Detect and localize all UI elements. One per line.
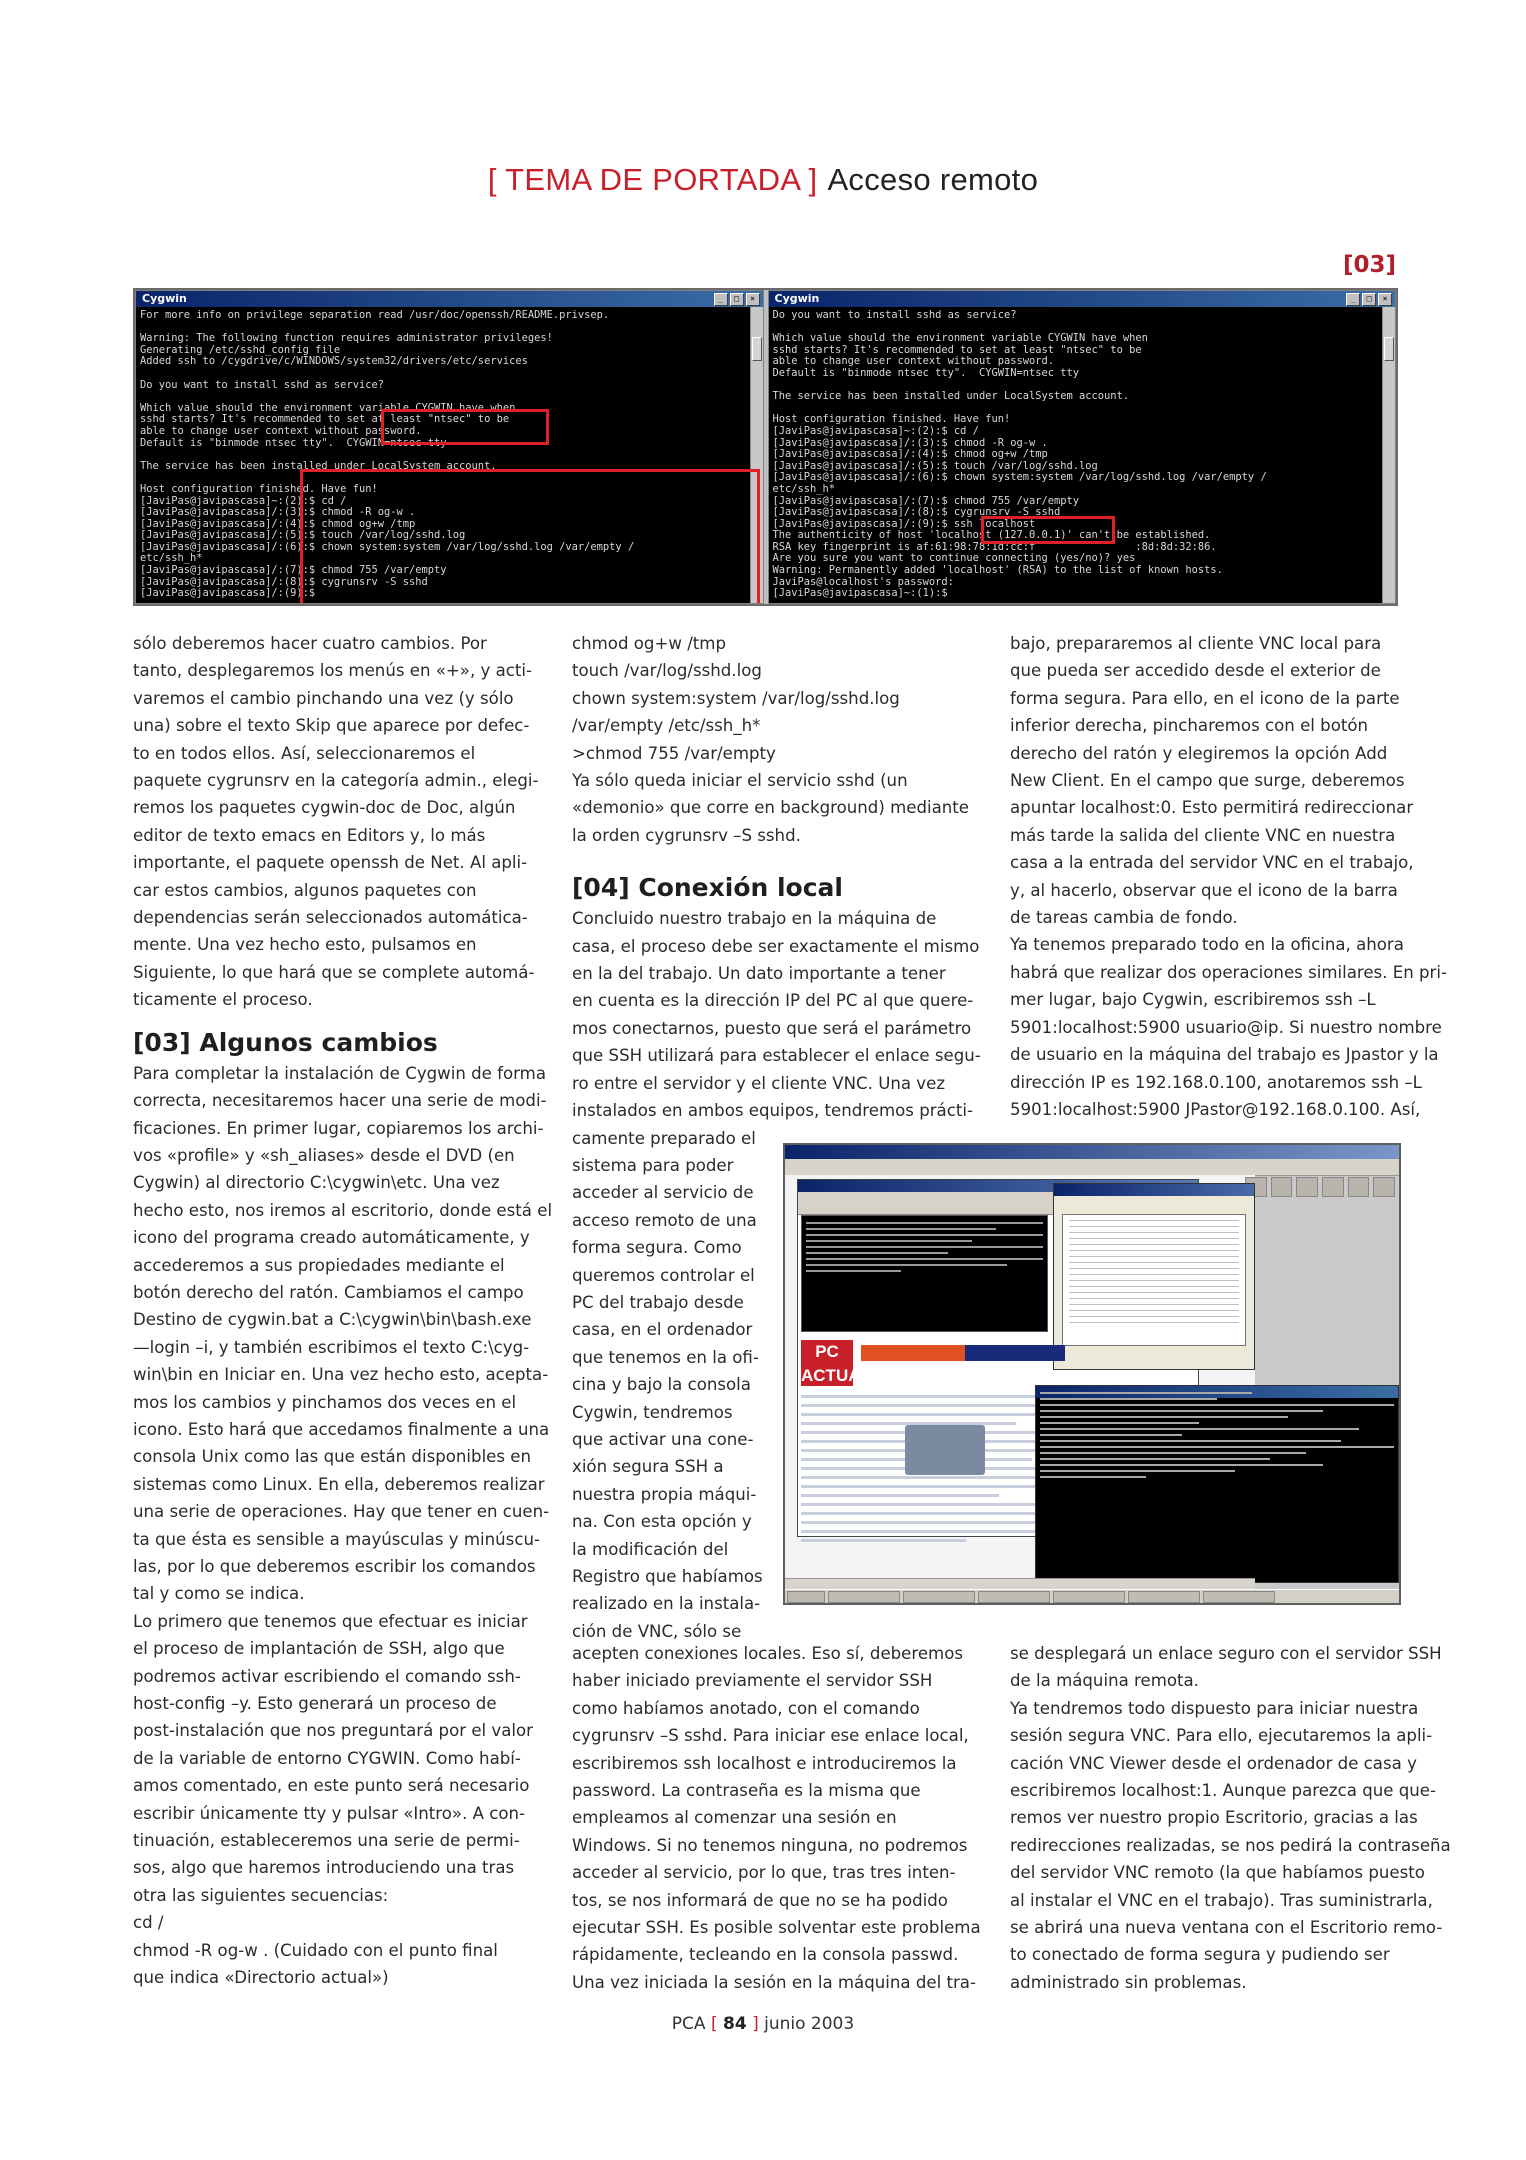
text-line: escribir únicamente tty y pulsar «Intro». A con- (133, 1803, 526, 1823)
column-3 (1010, 630, 1447, 1123)
cygwin-window-left (135, 290, 764, 604)
text-line: icono del programa creado automáticamente, y (133, 1228, 530, 1248)
text-line: y, al hacerlo, observar que el icono de la barra (1010, 880, 1398, 900)
section-heading: [03] Algunos cambios (133, 1027, 438, 1057)
status-bar (785, 1578, 1255, 1589)
text-line: botón derecho del ratón. Cambiamos el campo (133, 1282, 524, 1302)
text-line: escribiremos ssh localhost e introduciremos la (572, 1753, 957, 1773)
terminal-line: [JaviPas@javipascasa]/:(8):$ cygrunsrv -S sshd (772, 506, 1061, 519)
vnc-desktop-screenshot (783, 1143, 1401, 1605)
menu-bar (785, 1159, 1399, 1176)
text-line: ficaciones. En primer lugar, copiaremos los archi- (133, 1118, 544, 1138)
text-line: —login –i, y también escribimos el texto C:\cyg- (133, 1337, 530, 1357)
text-line: icono. Esto hará que accedamos finalmente a una (133, 1419, 550, 1439)
text-line: acceder al servicio, por lo que, tras tres inten- (572, 1863, 956, 1883)
text-line: Ya tendremos todo dispuesto para iniciar nuestra (1010, 1698, 1419, 1718)
issue-date: junio 2003 (764, 2014, 855, 2034)
section-label: [ TEMA DE PORTADA ] (487, 162, 818, 197)
paragraph (133, 1060, 553, 1608)
highlight-box-commands (300, 469, 760, 604)
text-line: remos los paquetes cygwin-doc de Doc, algún (133, 798, 516, 818)
terminal-line: JaviPas@localhost's password: (772, 575, 954, 588)
section-topic: Acceso remoto (827, 162, 1039, 197)
text-line: Windows. Si no tenemos ninguna, no podremos (572, 1835, 968, 1855)
terminal-line: The authenticity of host 'localhost (127.0.0.1)' can't be established. (772, 529, 1211, 542)
text-line: sistemas como Linux. En ella, deberemos realizar (133, 1474, 545, 1494)
terminal-line: Warning: Permanently added 'localhost' (RSA) to the list of known hosts. (772, 564, 1223, 577)
terminal-line: Default is "binmode ntsec tty". CYGWIN=ntsec tty (140, 436, 447, 449)
paragraph (572, 630, 982, 849)
terminal-line: The service has been installed under LocalSystem account. (772, 390, 1130, 403)
terminal-line: [JaviPas@javipascasa]/:(4):$ chmod og+w /tmp (772, 448, 1048, 461)
text-line: to conectado de forma segura y pudiendo ser (1010, 1945, 1390, 1965)
terminal-line: [JaviPas@javipascasa]/:(3):$ chmod -R og-w . (140, 506, 416, 519)
terminal-line: The service has been installed under LocalSystem account. (140, 459, 497, 472)
text-line: acceso remoto de una (572, 1210, 757, 1230)
window-controls (1346, 293, 1392, 306)
terminal-line: [JaviPas@javipascasa]/:(7):$ chmod 755 /var/empty (772, 494, 1080, 507)
text-line: empleamos al comenzar una sesión en (572, 1808, 897, 1828)
text-line: Lo primero que tenemos que efectuar es iniciar (133, 1611, 528, 1631)
terminal-line: sshd starts? It's recommended to set at least "ntsec" to be (140, 413, 510, 426)
text-line: apuntar localhost:0. Esto permitirá redireccionar (1010, 798, 1414, 818)
close-icon: × (1378, 293, 1392, 306)
paragraph (1010, 931, 1447, 1123)
cygwin-mini-window (801, 1215, 1048, 1332)
terminal-line: [JaviPas@javipascasa]/:(7):$ chmod 755 /var/empty (140, 564, 447, 577)
website-banner-2 (965, 1345, 1065, 1361)
text-line: Ya tenemos preparado todo en la oficina, ahora (1010, 935, 1404, 955)
text-line: car estos cambios, algunos paquetes con (133, 880, 477, 900)
text-line: de tareas cambia de fondo. (1010, 908, 1238, 928)
maximize-icon: □ (730, 293, 744, 306)
text-line: 5901:localhost:5900 JPastor@192.168.0.100. Así, (1010, 1099, 1421, 1119)
text-line: cina y bajo la consola (572, 1375, 751, 1395)
text-line: cygrunsrv –S sshd. Para iniciar ese enlace local, (572, 1726, 969, 1746)
text-line: una) sobre el texto Skip que aparece por defec- (133, 716, 530, 736)
text-line: habrá que realizar dos operaciones similares. En pri- (1010, 962, 1447, 982)
text-line: mente. Una vez hecho esto, pulsamos en (133, 935, 477, 955)
text-line: que activar una cone- (572, 1429, 754, 1449)
terminal-line: [JaviPas@javipascasa]/:(5):$ touch /var/log/sshd.log (772, 459, 1098, 472)
text-line: cd / (133, 1913, 164, 1933)
terminal-line: [JaviPas@javipascasa]/:(6):$ chown system:system /var/log/sshd.log /var/empty / (772, 471, 1267, 484)
terminal-line (140, 449, 749, 461)
bracket-open: [ (710, 2014, 718, 2034)
text-line: inferior derecha, pincharemos con el botón (1010, 716, 1369, 736)
text-line: mos los cambios y pinchamos dos veces en el (133, 1392, 517, 1412)
window-titlebar (785, 1145, 1399, 1159)
text-line: al instalar el VNC en el trabajo). Tras suministrarla, (1010, 1890, 1433, 1910)
terminal-line: Host configuration finished. Have fun! (140, 482, 378, 495)
text-line: ejecutar SSH. Es posible solventar este problema (572, 1918, 981, 1938)
text-line: varemos el cambio pinchando una vez (y sólo (133, 688, 514, 708)
terminal-line (140, 368, 749, 380)
paragraph (1010, 1640, 1442, 1695)
text-line: Siguiente, lo que hará que se complete automá- (133, 962, 535, 982)
paragraph (1010, 630, 1414, 931)
window-title: Cygwin (769, 291, 1396, 307)
terminal-line: [JaviPas@javipascasa]/:(3):$ chmod -R og-w . (772, 436, 1048, 449)
pc-actual-logo: PC ACTUAL (801, 1342, 871, 1385)
text-line: Para completar la instalación de Cygwin de forma (133, 1063, 547, 1083)
terminal-line: Do you want to install sshd as service? (772, 309, 1017, 321)
text-line: «demonio» que corre en background) mediante (572, 798, 970, 818)
text-line: casa, en el ordenador (572, 1320, 753, 1340)
text-line: sistema para poder (572, 1155, 734, 1175)
text-line: chown system:system /var/log/sshd.log (572, 688, 900, 708)
text-line: PC del trabajo desde (572, 1292, 744, 1312)
terminal-line: Warning: The following function requires administrator privileges! (140, 332, 553, 345)
terminal-line: [JaviPas@javipascasa]/:(9):$ (140, 587, 316, 600)
text-line: amos comentado, en este punto será necesario (133, 1776, 530, 1796)
text-line: las, por lo que deberemos escribir los comandos (133, 1557, 536, 1576)
text-line: paquete cygrunsrv en la categoría admin., elegi- (133, 771, 539, 791)
highlight-box-ssh-localhost (981, 516, 1115, 544)
column-1 (133, 630, 553, 1992)
minimize-icon: _ (1346, 293, 1360, 306)
terminal-line: Host configuration finished. Have fun! (772, 413, 1011, 426)
text-line: to en todos ellos. Así, seleccionaremos el (133, 743, 476, 763)
text-line: tinuación, estableceremos una serie de permi- (133, 1831, 520, 1851)
page-number: 84 (723, 2014, 747, 2034)
terminal-line: [JaviPas@javipascasa]/:(8):$ cygrunsrv -S sshd (140, 575, 428, 588)
text-line: win\bin en Iniciar en. Una vez hecho esto, acepta- (133, 1365, 549, 1385)
paragraph (133, 1608, 534, 1992)
paragraph (572, 1640, 982, 1996)
text-line: dirección IP es 192.168.0.100, anotaremos ssh –L (1010, 1072, 1422, 1092)
terminal-line: For more info on privilege separation read /usr/doc/openssh/README.privsep. (140, 309, 610, 321)
text-line: como habíamos anotado, con el comando (572, 1698, 920, 1718)
text-line: Concluido nuestro trabajo en la máquina de (572, 909, 937, 929)
text-line: na. Con esta opción y (572, 1512, 752, 1532)
section-header (0, 162, 1526, 198)
cygwin-session-window (1035, 1385, 1399, 1583)
column-2-continued (572, 1640, 982, 1996)
text-line: queremos controlar el (572, 1265, 755, 1285)
text-line: que pueda ser accedido desde el exterior de (1010, 661, 1381, 681)
text-line: casa a la entrada del servidor VNC en el trabajo, (1010, 853, 1414, 873)
text-line: nuestra propia máqui- (572, 1484, 757, 1504)
text-line: New Client. En el campo que surge, deberemos (1010, 771, 1405, 791)
text-line: cación VNC Viewer desde el ordenador de casa y (1010, 1753, 1417, 1773)
text-line: el proceso de implantación de SSH, algo que (133, 1639, 505, 1659)
text-line: la modificación del (572, 1539, 729, 1559)
text-line: realizado en la instala- (572, 1594, 761, 1614)
text-line: bajo, prepararemos al cliente VNC local para (1010, 634, 1382, 653)
text-line: Registro que habíamos (572, 1567, 763, 1586)
toolbar (1245, 1177, 1395, 1197)
section-heading: [04] Conexión local (572, 873, 843, 903)
text-line: más tarde la salida del cliente VNC en nuestra (1010, 825, 1396, 845)
terminal-output (769, 307, 1396, 600)
terminal-line: etc/ssh_h* (772, 482, 836, 495)
text-line: ro entre el servidor y el cliente VNC. Una vez (572, 1073, 946, 1093)
text-line: en cuenta es la dirección IP del PC al que quere- (572, 991, 974, 1011)
column-3-continued (1010, 1640, 1451, 1996)
bracket-close: ] (752, 2014, 759, 2034)
text-line: del servidor VNC remoto (la que habíamos puesto (1010, 1863, 1425, 1883)
text-line: de la variable de entorno CYGWIN. Como habí- (133, 1748, 521, 1768)
text-line: tos, se nos informará de que no se ha podido (572, 1890, 948, 1910)
text-line: Cygwin) al directorio C:\cygwin\etc. Una vez (133, 1173, 500, 1193)
terminal-line: [JaviPas@javipascasa]/:(9):$ ssh localhost (772, 517, 1036, 530)
laptop-image (905, 1425, 985, 1475)
text-line: chmod -R og-w . (Cuidado con el punto final (133, 1940, 498, 1960)
text-line: acceder al servicio de (572, 1183, 754, 1203)
text-line: en la del trabajo. Un dato importante a tener (572, 964, 946, 984)
terminal-line: Which value should the environment variable CYGWIN have when (140, 401, 516, 414)
text-line: una serie de operaciones. Hay que tener en cuen- (133, 1502, 550, 1522)
text-line: >chmod 755 /var/empty (572, 743, 776, 763)
minimize-icon: _ (714, 293, 728, 306)
text-line: sos, algo que haremos introduciendo una tras (133, 1858, 515, 1878)
terminal-line: RSA key fingerprint is af:61:98:78:1d:cc:f :8d:8d:32:86. (772, 540, 1217, 553)
terminal-line: [JaviPas@javipascasa]~:(2):$ cd / (772, 424, 979, 437)
terminal-line: Which value should the environment variable CYGWIN have when (772, 332, 1148, 345)
maximize-icon: □ (1362, 293, 1376, 306)
text-line: touch /var/log/sshd.log (572, 661, 762, 681)
text-line: camente preparado el (572, 1128, 756, 1148)
cygwin-screenshot (133, 288, 1398, 606)
text-line: ticamente el proceso. (133, 990, 313, 1010)
terminal-line: [JaviPas@javipascasa]~:(2):$ cd / (140, 494, 347, 507)
terminal-line: sshd starts? It's recommended to set at least "ntsec" to be (772, 343, 1142, 356)
text-line: sólo deberemos hacer cuatro cambios. Por (133, 634, 487, 653)
paragraph (133, 630, 539, 1014)
taskbar (785, 1589, 1399, 1603)
text-line: 5901:localhost:5900 usuario@ip. Si nuestro nombre (1010, 1017, 1442, 1037)
text-line: de usuario en la máquina del trabajo es Jpastor y la (1010, 1045, 1439, 1065)
terminal-line: Default is "binmode ntsec tty". CYGWIN=ntsec tty (772, 366, 1080, 379)
text-line: se desplegará un enlace seguro con el servidor SSH (1010, 1644, 1442, 1663)
text-line: ción de VNC, sólo se (572, 1621, 742, 1641)
terminal-line: [JaviPas@javipascasa]/:(6):$ chown system:system /var/log/sshd.log /var/empty / (140, 540, 635, 553)
terminal-line: [JaviPas@javipascasa]/:(5):$ touch /var/log/sshd.log (140, 529, 466, 542)
text-line: rápidamente, tecleando en la consola passwd. (572, 1945, 959, 1965)
text-line: tanto, desplegaremos los menús en «+», y acti- (133, 661, 533, 681)
text-line: mos conectarnos, puesto que será el parámetro (572, 1018, 972, 1038)
terminal-line: etc/ssh_h* (140, 552, 203, 565)
text-line: Cygwin, tendremos (572, 1402, 733, 1422)
terminal-line: Generating /etc/sshd_config file (140, 343, 341, 356)
text-line: vos «profile» y «sh_aliases» desde el DVD (en (133, 1145, 515, 1165)
text-line: escribiremos localhost:1. Aunque parezca que que- (1010, 1781, 1436, 1801)
text-line: derecho del ratón y elegiremos la opción Add (1010, 743, 1388, 763)
terminal-line: [JaviPas@javipascasa]/:(4):$ chmod og+w /tmp (140, 517, 416, 530)
page-footer (0, 2014, 1526, 2034)
text-line: haber iniciado previamente el servidor SSH (572, 1671, 933, 1691)
text-line: host-config –y. Esto generará un proceso de (133, 1694, 497, 1714)
text-line: forma segura. Para ello, en el icono de la parte (1010, 688, 1400, 708)
text-line: dependencias serán seleccionados automática- (133, 908, 528, 928)
scrollbar (1382, 307, 1395, 603)
text-line: editor de texto emacs en Editors y, lo más (133, 825, 486, 845)
text-line: correcta, necesitaremos hacer una serie de modi- (133, 1091, 547, 1111)
text-line: password. La contraseña es la misma que (572, 1781, 921, 1801)
highlight-box-cygwin-var (381, 409, 549, 445)
text-line: chmod og+w /tmp (572, 634, 726, 653)
text-line: consola Unix como las que están disponibles en (133, 1447, 532, 1467)
terminal-line: Are you sure you want to continue connecting (yes/no)? yes (772, 552, 1136, 565)
paragraph (1010, 1695, 1451, 1996)
start-button (787, 1591, 825, 1603)
process-dialog (1053, 1183, 1255, 1370)
text-line: tal y como se indica. (133, 1584, 305, 1604)
text-line: mer lugar, bajo Cygwin, escribiremos ssh –L (1010, 990, 1376, 1010)
text-line: Una vez iniciada la sesión en la máquina del tra- (572, 1972, 976, 1992)
terminal-line: Do you want to install sshd as service? (140, 378, 384, 391)
text-line: Ya sólo queda iniciar el servicio sshd (un (572, 771, 908, 791)
text-line: que indica «Directorio actual») (133, 1968, 389, 1988)
text-line: se abrirá una nueva ventana con el Escritorio remo- (1010, 1918, 1443, 1938)
text-line: casa, el proceso debe ser exactamente el mismo (572, 936, 980, 956)
close-icon: × (746, 293, 760, 306)
figure-label: [03] (1342, 252, 1396, 278)
text-line: remos ver nuestro propio Escritorio, gracias a las (1010, 1808, 1418, 1828)
text-line: post-instalación que nos preguntará por el valor (133, 1721, 534, 1741)
text-line: acepten conexiones locales. Eso sí, deberemos (572, 1644, 964, 1663)
text-line: redirecciones realizadas, se nos pedirá la contraseña (1010, 1835, 1451, 1855)
text-line: Destino de cygwin.bat a C:\cygwin\bin\bash.exe (133, 1310, 532, 1330)
terminal-line (140, 391, 749, 403)
terminal-line: able to change user context without password. (772, 355, 1055, 368)
text-line: administrado sin problemas. (1010, 1972, 1247, 1992)
terminal-line: [JaviPas@javipascasa]~:(1):$ (772, 587, 948, 600)
window-controls (714, 293, 760, 306)
text-line: otra las siguientes secuencias: (133, 1885, 389, 1905)
terminal-line: Added ssh to /cygdrive/c/WINDOWS/system32/drivers/etc/services (140, 355, 528, 368)
text-line: hecho esto, nos iremos al escritorio, donde está el (133, 1200, 553, 1220)
text-line: xión segura SSH a (572, 1457, 724, 1477)
window-title: Cygwin (136, 291, 763, 307)
text-line: de la máquina remota. (1010, 1671, 1199, 1691)
cygwin-window-right (768, 290, 1397, 604)
text-line: podremos activar escribiendo el comando ssh- (133, 1666, 521, 1686)
text-line: la orden cygrunsrv –S sshd. (572, 825, 801, 845)
text-line: /var/empty /etc/ssh_h* (572, 716, 761, 736)
text-line: sesión segura VNC. Para ello, ejecutaremos la apli- (1010, 1726, 1433, 1746)
text-line: que SSH utilizará para establecer el enlace segu- (572, 1046, 981, 1066)
terminal-line: able to change user context without password. (140, 424, 422, 437)
text-line: instalados en ambos equipos, tendremos prácti- (572, 1101, 973, 1121)
magazine-name: PCA (671, 2014, 706, 2034)
text-line: importante, el paquete openssh de Net. Al apli- (133, 853, 528, 873)
text-line: forma segura. Como (572, 1238, 742, 1258)
text-line: accederemos a sus propiedades mediante el (133, 1255, 505, 1275)
text-line: ta que ésta es sensible a mayúsculas y minúscu- (133, 1529, 540, 1549)
text-line: que tenemos en la ofi- (572, 1347, 759, 1367)
